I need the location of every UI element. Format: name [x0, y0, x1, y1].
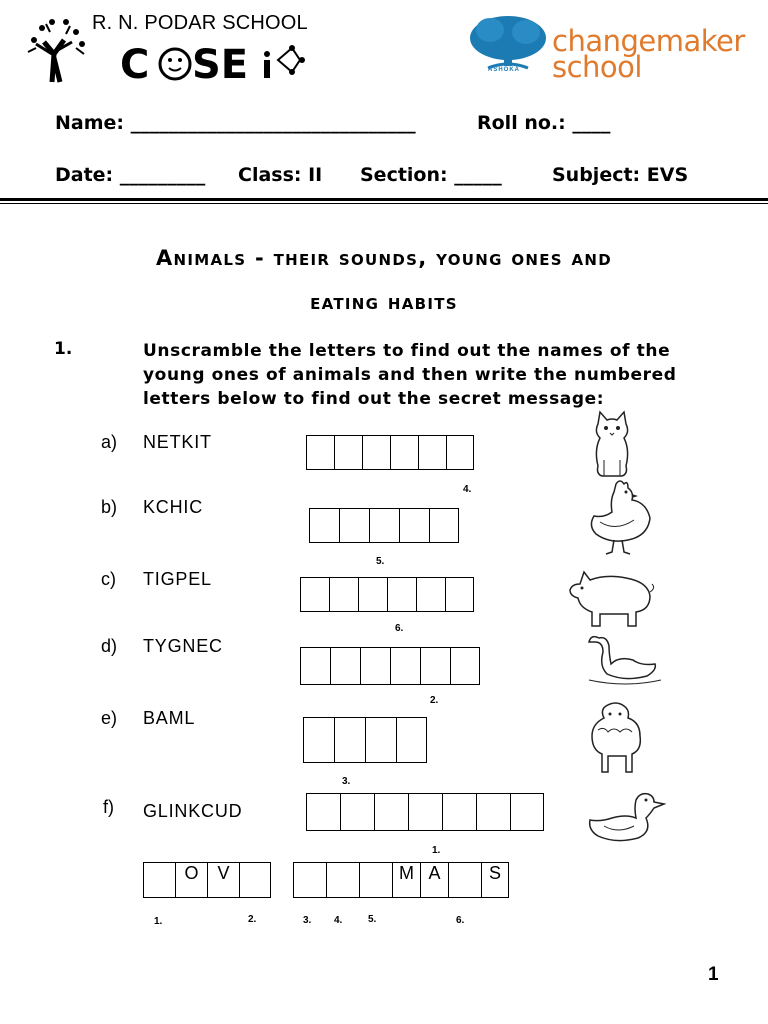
- header-divider-thin: [0, 203, 768, 204]
- item-letter: a): [101, 432, 118, 452]
- svg-text:C: C: [120, 42, 150, 86]
- svg-text:SE: SE: [192, 42, 249, 86]
- letter-box[interactable]: [390, 435, 418, 470]
- letter-box[interactable]: [334, 435, 362, 470]
- number-label: 6.: [395, 623, 404, 634]
- changemaker-text: changemaker: [552, 24, 745, 58]
- letter-box[interactable]: [306, 435, 334, 470]
- letter-box[interactable]: [306, 793, 340, 831]
- letter-box[interactable]: [365, 717, 396, 763]
- letter-box[interactable]: [358, 577, 387, 612]
- cose-logo: [120, 38, 315, 86]
- secret-number-label: 2.: [248, 914, 257, 925]
- letter-box[interactable]: [429, 508, 459, 543]
- hen-icon: [586, 478, 652, 556]
- letter-box[interactable]: [450, 647, 480, 685]
- letter-box[interactable]: [303, 717, 334, 763]
- number-label: 1.: [432, 845, 441, 856]
- letter-box[interactable]: [300, 577, 329, 612]
- secret-number-label: 6.: [456, 915, 465, 926]
- answer-boxes-a[interactable]: [306, 435, 474, 470]
- answer-boxes-d[interactable]: [300, 647, 480, 685]
- number-label: 5.: [376, 556, 385, 567]
- letter-box[interactable]: [374, 793, 408, 831]
- letter-box[interactable]: [418, 435, 446, 470]
- scrambled-word: TIGPEL: [143, 569, 212, 589]
- secret-letter-box[interactable]: [448, 862, 481, 898]
- school-name: R. N. PODAR SCHOOL: [92, 12, 308, 34]
- item-letter: d): [101, 636, 118, 656]
- scrambled-word: NETKIT: [143, 432, 212, 452]
- letter-box[interactable]: [442, 793, 476, 831]
- secret-letter-box[interactable]: [359, 862, 392, 898]
- letter-box[interactable]: [399, 508, 429, 543]
- letter-box[interactable]: [408, 793, 442, 831]
- scrambled-word: KCHIC: [143, 497, 204, 517]
- letter-box[interactable]: [387, 577, 416, 612]
- letter-box[interactable]: [360, 647, 390, 685]
- roll-number-field[interactable]: Roll no.: ____: [477, 112, 611, 134]
- number-label: 3.: [342, 776, 351, 787]
- worksheet-title-line2: eating habits: [310, 290, 458, 314]
- secret-number-label: 3.: [303, 915, 312, 926]
- question-text: Unscramble the letters to find out the names of the young ones of animals and then write the numbered letters below to find out the secret message:: [143, 341, 677, 409]
- question-number: 1.: [54, 339, 73, 359]
- secret-word-2[interactable]: [293, 862, 509, 898]
- secret-letter-box[interactable]: A: [420, 862, 448, 898]
- secret-letter-box[interactable]: O: [175, 862, 207, 898]
- duck-icon: [586, 788, 666, 846]
- secret-letter-box[interactable]: [143, 862, 175, 898]
- secret-letter-box[interactable]: [326, 862, 359, 898]
- letter-box[interactable]: [390, 647, 420, 685]
- secret-letter-box[interactable]: [293, 862, 326, 898]
- sheep-icon: [586, 700, 646, 776]
- secret-number-label: 5.: [368, 914, 377, 925]
- letter-box[interactable]: [334, 717, 365, 763]
- swan-icon: [585, 630, 663, 688]
- secret-number-label: 4.: [334, 915, 343, 926]
- answer-boxes-b[interactable]: [309, 508, 459, 543]
- scrambled-word: GLINKCUD: [143, 801, 243, 821]
- letter-box[interactable]: [369, 508, 399, 543]
- school-tree-logo: [22, 14, 92, 84]
- item-letter: e): [101, 708, 118, 728]
- answer-boxes-c[interactable]: [300, 577, 474, 612]
- letter-box[interactable]: [329, 577, 358, 612]
- secret-word-1[interactable]: [143, 862, 271, 898]
- secret-letter-box[interactable]: [239, 862, 271, 898]
- secret-letter-box[interactable]: S: [481, 862, 509, 898]
- letter-box[interactable]: [330, 647, 360, 685]
- item-letter: c): [101, 569, 116, 589]
- letter-box[interactable]: [309, 508, 339, 543]
- letter-box[interactable]: [396, 717, 427, 763]
- subject-field: Subject: EVS: [552, 164, 689, 186]
- header-divider-thick: [0, 198, 768, 201]
- name-field[interactable]: Name: ______________________________: [55, 112, 416, 134]
- letter-box[interactable]: [510, 793, 544, 831]
- changemaker-school-text: school: [552, 50, 642, 84]
- pig-icon: [566, 562, 656, 630]
- letter-box[interactable]: [339, 508, 369, 543]
- letter-box[interactable]: [416, 577, 445, 612]
- section-field[interactable]: Section: _____: [360, 164, 502, 186]
- letter-box[interactable]: [476, 793, 510, 831]
- worksheet-title-line1: Animals - their sounds, young ones and: [155, 246, 613, 270]
- letter-box[interactable]: [446, 435, 474, 470]
- class-field: Class: II: [238, 164, 323, 186]
- scrambled-word: TYGNEC: [143, 636, 223, 656]
- cat-icon: [590, 410, 634, 478]
- item-letter: f): [103, 797, 114, 817]
- secret-number-label: 1.: [154, 916, 163, 927]
- secret-letter-box[interactable]: M: [392, 862, 420, 898]
- item-letter: b): [101, 497, 118, 517]
- date-field[interactable]: Date: _________: [55, 164, 206, 186]
- letter-box[interactable]: [300, 647, 330, 685]
- number-label: 4.: [463, 484, 472, 495]
- letter-box[interactable]: [362, 435, 390, 470]
- secret-letter-box[interactable]: V: [207, 862, 239, 898]
- number-label: 2.: [430, 695, 439, 706]
- answer-boxes-f[interactable]: [306, 793, 544, 831]
- letter-box[interactable]: [445, 577, 474, 612]
- answer-boxes-e[interactable]: [303, 717, 427, 763]
- page-number: 1: [708, 964, 719, 985]
- scrambled-word: BAML: [143, 708, 196, 728]
- letter-box[interactable]: [420, 647, 450, 685]
- ashoka-label: ASHOKA: [488, 67, 521, 73]
- letter-box[interactable]: [340, 793, 374, 831]
